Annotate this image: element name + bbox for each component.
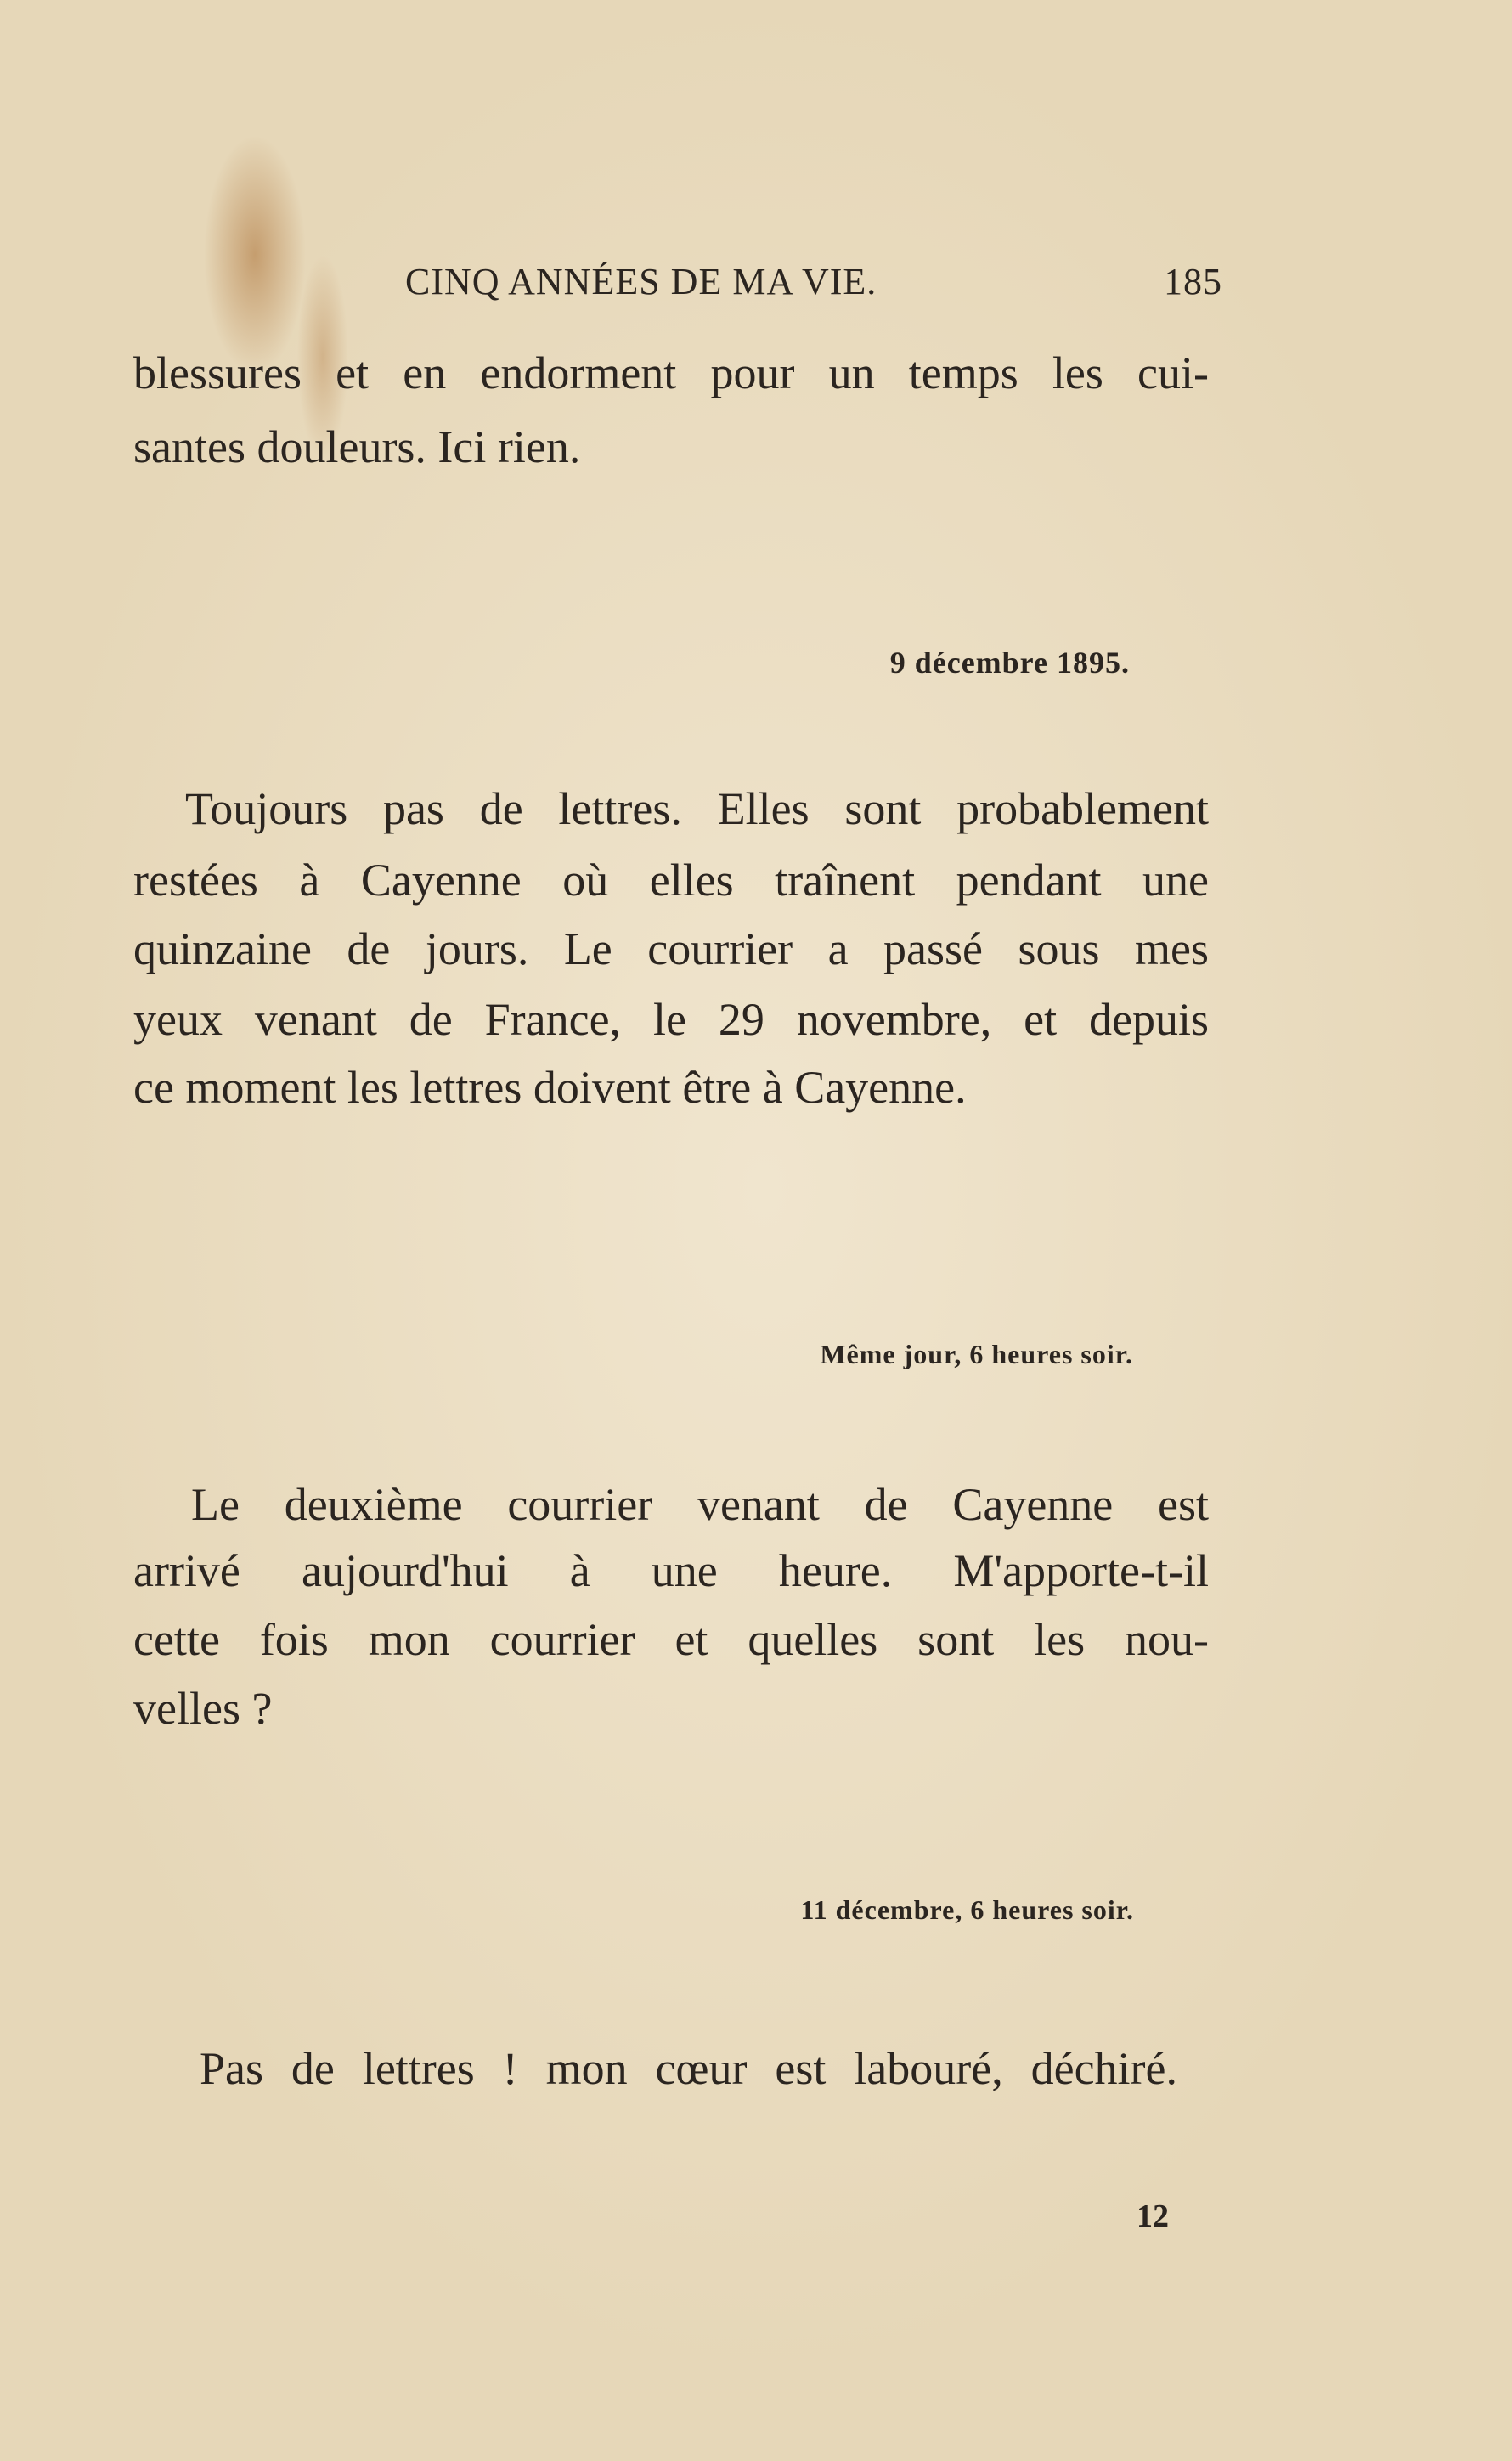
text-line: quinzaine de jours. Le courrier a passé sous mes (133, 923, 1209, 974)
entry-date: Même jour, 6 heures soir. (820, 1339, 1133, 1369)
text-line: Pas de lettres ! mon cœur est labouré, déchiré. (200, 2043, 1177, 2094)
signature-mark: 12 (1137, 2199, 1169, 2234)
text-line: velles ? (133, 1683, 273, 1734)
running-title: CINQ ANNÉES DE MA VIE. (405, 261, 877, 302)
page-number: 185 (1164, 261, 1222, 302)
text-line: Toujours pas de lettres. Elles sont probablement (185, 783, 1209, 834)
text-line: restées à Cayenne où elles traînent pendant une (133, 855, 1209, 906)
text-line: Le deuxième courrier venant de Cayenne est (191, 1479, 1209, 1530)
entry-date: 9 décembre 1895. (889, 646, 1130, 680)
text-line: blessures et en endorment pour un temps les cui- (133, 347, 1209, 398)
text-line: yeux venant de France, le 29 novembre, et depuis (133, 994, 1209, 1045)
text-line: cette fois mon courrier et quelles sont les nou- (133, 1614, 1209, 1665)
entry-date: 11 décembre, 6 heures soir. (800, 1894, 1134, 1925)
text-line: ce moment les lettres doivent être à Cayenne. (133, 1062, 967, 1113)
text-line: arrivé aujourd'hui à une heure. M'apporte-t-il (133, 1545, 1209, 1596)
text-line: santes douleurs. Ici rien. (133, 421, 581, 472)
